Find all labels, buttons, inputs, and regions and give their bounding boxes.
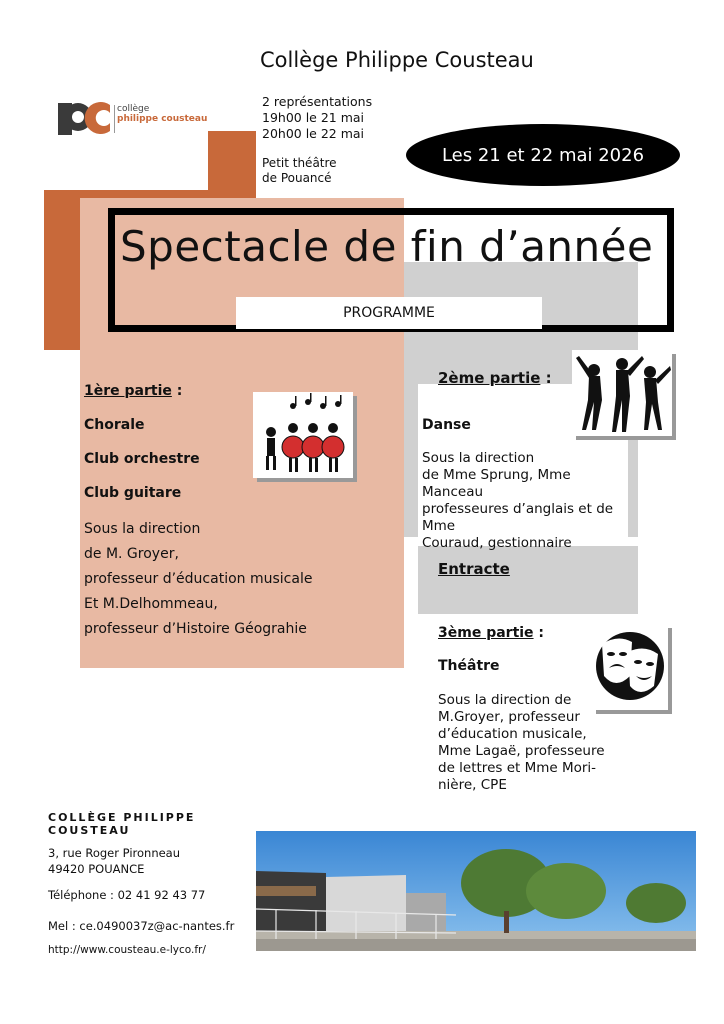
direction-line: Mme Lagaë, professeure (438, 743, 605, 759)
part2-heading (438, 369, 552, 387)
venue (262, 156, 337, 186)
part2-heading-text: 2ème partie (438, 369, 541, 387)
entracte-panel (418, 546, 638, 614)
footer-name-line: COUSTEAU (48, 824, 131, 837)
part2-item: Danse (422, 417, 471, 433)
direction-line: professeur d’éducation musicale (84, 571, 313, 587)
reps-line: 19h00 le 21 mai (262, 110, 365, 125)
logo-line-1: collège (117, 104, 150, 114)
direction-line: nière, CPE (438, 777, 507, 793)
direction-line: Sous la direction (84, 521, 201, 537)
direction-line: de Mme Sprung, Mme Manceau (422, 467, 571, 500)
footer-college-name (48, 811, 195, 837)
part3-direction (438, 692, 618, 794)
part3-heading-colon: : (533, 625, 545, 641)
part1-direction (84, 517, 394, 642)
direction-line: professeures d’anglais et de Mme (422, 501, 614, 534)
chorale-illustration (253, 392, 353, 478)
date-badge: Les 21 et 22 mai 2026 (406, 124, 680, 186)
direction-line: d’éducation musicale, (438, 726, 587, 742)
entracte-heading: Entracte (438, 560, 510, 578)
direction-line: Sous la direction (422, 450, 535, 466)
part1-heading (84, 383, 182, 399)
part1-item: Chorale (84, 417, 145, 433)
logo-line-2: philippe cousteau (117, 114, 208, 124)
direction-line: Et M.Delhommeau, (84, 596, 218, 612)
reps-line: 20h00 le 22 mai (262, 126, 365, 141)
direction-line: professeur d’Histoire Géograhie (84, 621, 307, 637)
part3-heading-text: 3ème partie (438, 625, 534, 641)
footer-website-link[interactable]: http://www.cousteau.e-lyco.fr/ (48, 944, 206, 956)
part1-item: Club guitare (84, 485, 182, 501)
college-title: Collège Philippe Cousteau (260, 48, 534, 72)
part1-heading-text: 1ère partie (84, 383, 172, 399)
representations (262, 94, 372, 142)
venue-line: de Pouancé (262, 171, 332, 185)
footer-name-line: COLLÈGE PHILIPPE (48, 811, 196, 824)
footer-address (48, 845, 180, 877)
direction-line: de M. Groyer, (84, 546, 179, 562)
programme-label: PROGRAMME (236, 297, 542, 329)
part3-item: Théâtre (438, 658, 500, 674)
footer-phone: Téléphone : 02 41 92 43 77 (48, 888, 206, 902)
address-line: 49420 POUANCE (48, 862, 145, 876)
part1-item: Club orchestre (84, 451, 200, 467)
direction-line: de lettres et Mme Mori- (438, 760, 597, 776)
address-line: 3, rue Roger Pironneau (48, 846, 181, 860)
part2-heading-colon: : (540, 369, 552, 387)
theatre-masks-illustration (592, 624, 668, 710)
part2-direction (422, 450, 628, 552)
school-photo (256, 831, 696, 951)
direction-line: Couraud, gestionnaire (422, 535, 572, 551)
part3-heading (438, 625, 544, 641)
venue-line: Petit théâtre (262, 156, 337, 170)
direction-line: M.Groyer, professeur (438, 709, 580, 725)
direction-line: Sous la direction de (438, 692, 572, 708)
dance-illustration (572, 350, 672, 436)
part1-heading-colon: : (171, 383, 183, 399)
logo-text (117, 104, 207, 124)
reps-line: 2 représentations (262, 94, 373, 109)
footer-email[interactable]: Mel : ce.0490037z@ac-nantes.fr (48, 919, 235, 933)
main-title: Spectacle de fin d’année (120, 222, 654, 271)
